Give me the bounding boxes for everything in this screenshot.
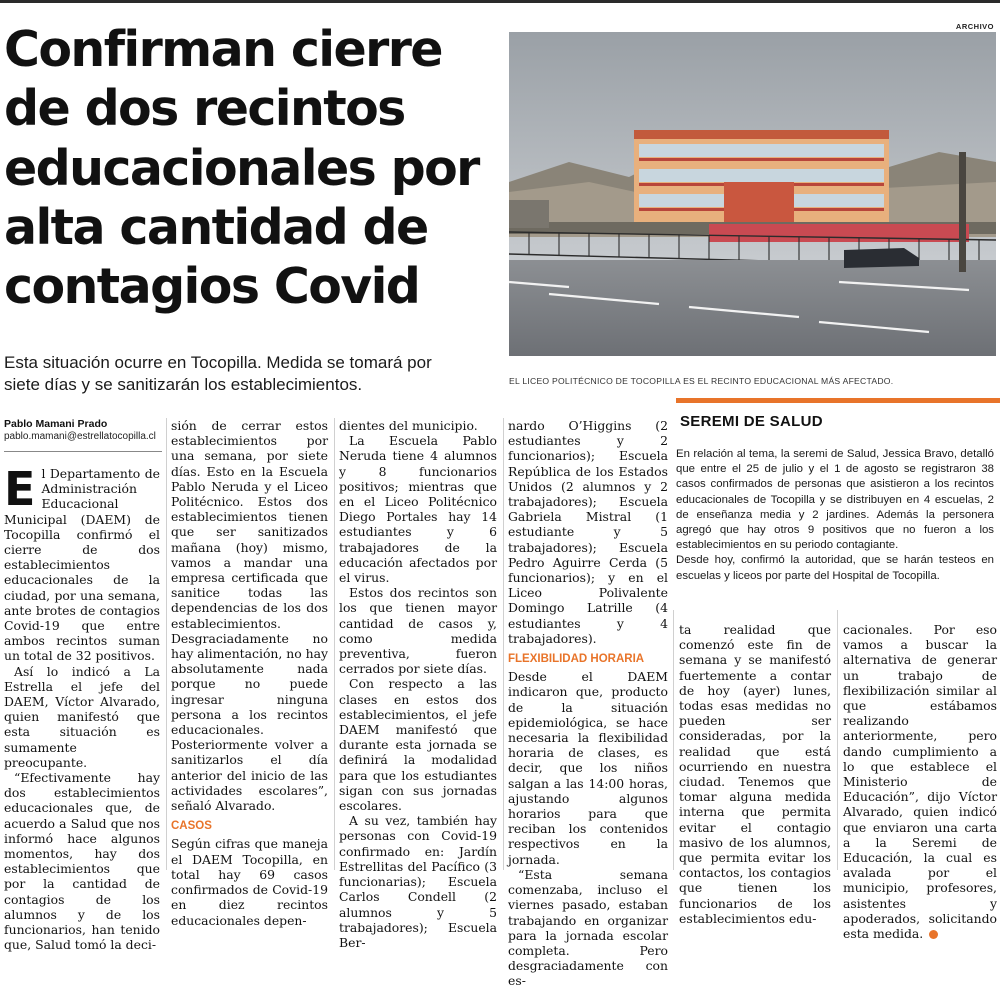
- column-divider: [503, 418, 504, 870]
- headline-line: Confirman cierre: [4, 21, 442, 78]
- article-column-4: [508, 418, 668, 989]
- headline-line: educacionales por: [4, 139, 479, 197]
- article-column-3: [339, 418, 497, 950]
- headline: [4, 20, 504, 316]
- deck-line: Esta situación ocurre en Tocopilla. Medida se tomará por: [4, 353, 432, 372]
- paragraph: sión de cerrar estos establecimientos por una semana, por siete días. Esto en la Escuela Pablo Neruda y el Liceo Politécnico. Estos dos establecimientos tienen que ser sanitizados mañana (hoy) mismo, vamos a mandar una empresa certificada que sanitice todas las dependencias de los dos establecimientos. Desgraciadamente no hay alimentación, no hay absolutamente nada porque no puede ingresar ninguna persona a los recintos educacionales. Posteriormente volver a sanitizarlos el día anterior del inicio de las actividades escolares”, señaló Alvarado.: [171, 418, 329, 814]
- sidebar-body: [676, 447, 994, 584]
- paragraph: dientes del municipio.: [339, 418, 478, 433]
- deck-line: siete días y se sanitizarán los establecimientos.: [4, 375, 363, 395]
- subhead-casos: CASOS: [171, 820, 212, 833]
- column-divider: [334, 418, 335, 870]
- article-column-2: [171, 418, 328, 928]
- paragraph: “Efectivamente hay dos establecimientos educacionales que, de acuerdo a Salud que nos informó hace algunos momentos, hay dos establecimientos que por la cantidad de contagios de los alumnos y de los funcionarios, han tenido que, Salud tomó la deci-: [4, 770, 160, 953]
- school-photo: [509, 32, 996, 356]
- sidebar-paragraph: Desde hoy, confirmó la autoridad, que se harán testeos en escuelas y liceos por parte del Hospital de Tocopilla.: [676, 554, 994, 582]
- paragraph: cacionales. Por eso vamos a buscar la alternativa de generar un trabajo de flexibilización similar al que estábamos realizando anteriormente, pero dando cumplimiento a lo que establece el Ministerio de Educación”, dijo Víctor Alvarado, quien indicó que enviaron una carta a la Seremi de Educación, la cual es avalada por el municipio, profesores, asistentes y apoderados, solicitando esta medida.: [843, 622, 997, 942]
- byline-name: Pablo Mamani Prado: [4, 418, 108, 430]
- headline-line: contagios Covid: [4, 258, 420, 316]
- paragraph: Según cifras que maneja el DAEM Tocopilla, en total hay 69 casos confirmados de Covid-19 en diez recintos educacionales depen-: [171, 836, 328, 928]
- photo-credit: ARCHIVO: [955, 22, 994, 31]
- top-rule: [0, 0, 1000, 3]
- drop-cap: E: [4, 462, 36, 516]
- photo-caption: EL LICEO POLITÉCNICO DE TOCOPILLA ES EL RECINTO EDUCACIONAL MÁS AFECTADO.: [509, 376, 894, 386]
- paragraph: Con respecto a las clases en estos dos establecimientos, el jefe DAEM manifestó que durante esta jornada se definirá la modalidad para que los estudiantes sigan con sus jornadas escolares.: [339, 676, 497, 814]
- sidebar-accent-bar: [676, 398, 1000, 403]
- paragraph: Desde el DAEM indicaron que, producto de la situación epidemiológica, se hace necesaria la flexibilidad horaria de clases, es decir, que los niños salgan a las 14:00 horas, ajustando algunos horarios para que reciban los contenidos respectivos en la jornada.: [508, 669, 668, 867]
- headline-line: de dos recintos: [4, 80, 405, 138]
- headline-line: alta cantidad de: [4, 198, 428, 256]
- paragraph: ta realidad que comenzó este fin de semana y se manifestó fuertemente a contar de hoy (ayer) lunes, todas esas medidas no pueden ser consideradas, por la realidad que está ocurriendo en nuestra ciudad. Tenemos que tomar alguna medida interna que permita evitar el contagio masivo de los alumnos, que permita evitar los contactos, los contagios que tienen los funcionarios de los establecimientos edu-: [679, 622, 831, 926]
- column-divider: [673, 610, 674, 870]
- deck: [4, 352, 494, 396]
- paragraph: Estos dos recintos son los que tienen mayor cantidad de casos y, como medida preventiva, fueron cerrados por siete días.: [339, 585, 497, 677]
- article-column-5: [679, 622, 831, 926]
- byline-email: pablo.mamani@estrellatocopilla.cl: [4, 431, 156, 442]
- paragraph: A su vez, también hay personas con Covid-19 confirmado en: Jardín Estrellitas del Pacífico (3 funcionarias); Escuela Carlos Condell (2 alumnos y 5 trabajadores); Escuela Ber-: [339, 813, 497, 950]
- paragraph: “Esta semana comenzaba, incluso el viernes pasado, estaban trabajando en organizar para la jornada escolar completa. Pero desgraciadamente con es-: [508, 866, 668, 989]
- byline-rule: [4, 451, 162, 452]
- subhead-flexibilidad: FLEXIBILIDAD HORARIA: [508, 653, 645, 666]
- paragraph: nardo O’Higgins (2 estudiantes y 2 funcionarios); Escuela República de los Estados Unidos (2 alumnos y 2 trabajadores); Escuela Gabriela Mistral (1 estudiante y 5 trabajadores); Escuela Pedro Aguirre Cerda (5 funcionarios); y en el Liceo Polivalente Domingo Latrille (4 estudiantes y 4 trabajadores).: [508, 418, 668, 646]
- column-divider: [837, 610, 838, 870]
- paragraph: La Escuela Pablo Neruda tiene 4 alumnos y 8 funcionarios positivos; mientras que en el Liceo Politécnico Diego Portales hay 14 estudiantes y 6 trabajadores de la educación afectados por el virus.: [339, 433, 497, 586]
- paragraph: l Departamento de Administración Educacional Municipal (DAEM) de Tocopilla confirmó el cierre de dos establecimientos educacionales de la ciudad, por una semana, ante brotes de contagios Covid-19 que entre ambos recintos suman un total de 32 positivos.: [4, 466, 160, 664]
- column-divider: [166, 418, 167, 870]
- article-column-1: [4, 462, 160, 953]
- paragraph: Así lo indicó a La Estrella el jefe del DAEM, Víctor Alvarado, quien manifestó que esta situación es sumamente preocupante.: [4, 663, 160, 770]
- sidebar-title: SEREMI DE SALUD: [680, 413, 823, 430]
- end-of-article-icon: [929, 930, 938, 939]
- sidebar-paragraph: En relación al tema, la seremi de Salud, Jessica Bravo, detalló que entre el 25 de julio y el 1 de agosto se registraron 38 casos confirmados de personas que asistieron a los recintos educacionales de Tocopilla y se distribuyen en 4 escuelas, 2 de enseñanza media y 2 jardines. Además la personera agregó que hay otros 9 positivos que no fueron a los establecimientos en su periodo contagiante.: [676, 448, 994, 552]
- article-column-6: [843, 622, 997, 941]
